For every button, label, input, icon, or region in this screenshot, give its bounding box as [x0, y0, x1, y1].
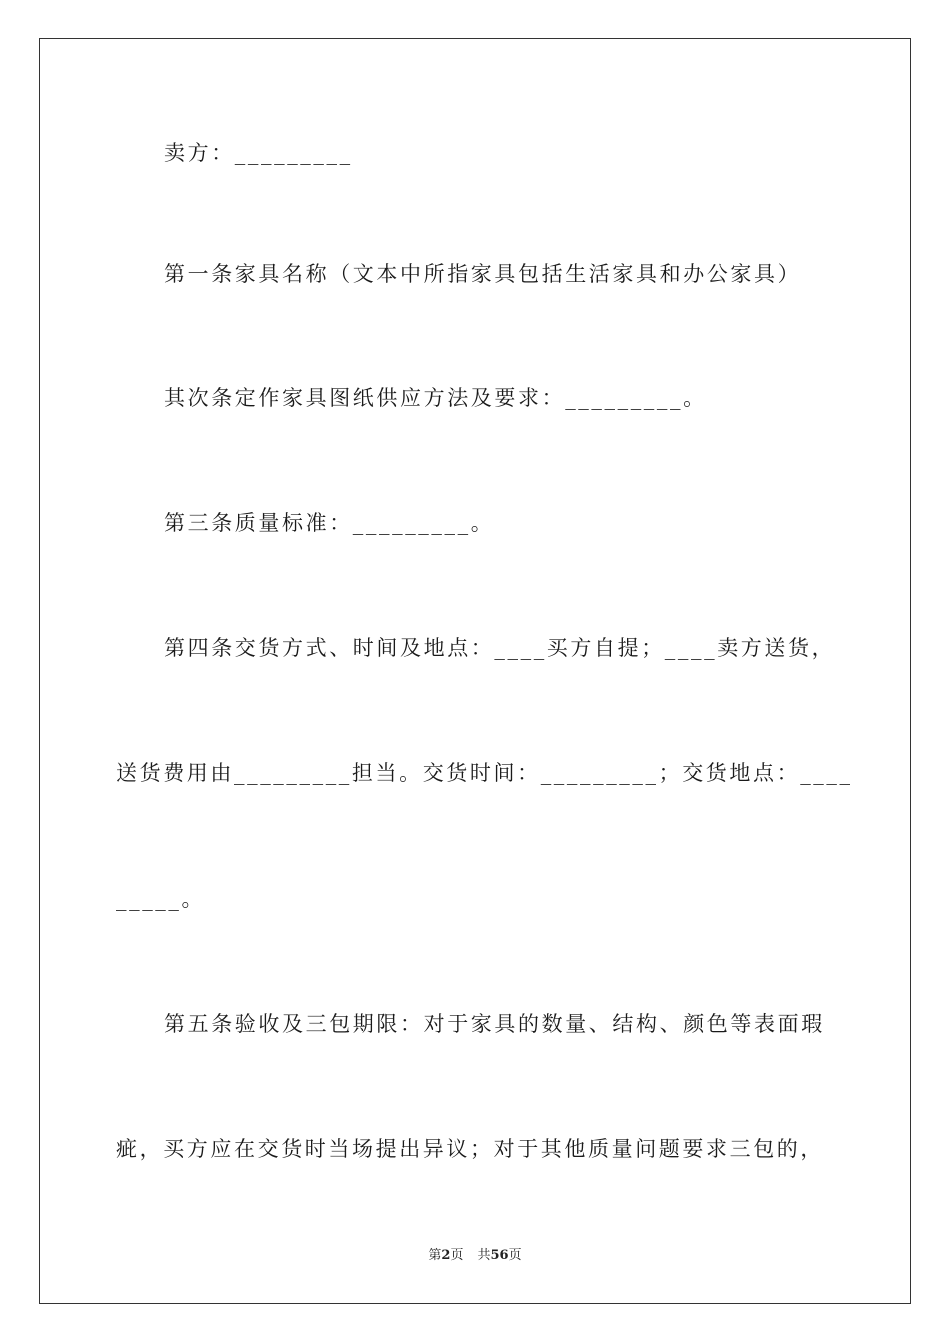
article-2-drawing-requirements: 其次条定作家具图纸供应方法及要求：_________。	[164, 386, 707, 410]
footer-page-number: 2	[441, 1248, 451, 1263]
article-4-delivery-end: _____。	[116, 887, 206, 911]
article-5-acceptance-warranty: 第五条验收及三包期限：对于家具的数量、结构、颜色等表面瑕	[164, 1012, 825, 1036]
footer-total-prefix: 共	[477, 1248, 491, 1263]
article-4-delivery-continued: 送货费用由_________担当。交货时间：_________；交货地点：____	[116, 761, 853, 785]
article-3-quality-standard: 第三条质量标准：_________。	[164, 511, 495, 535]
footer-page-prefix: 第	[428, 1248, 442, 1263]
page-border	[39, 38, 911, 1304]
footer-total-pages: 56	[490, 1248, 509, 1263]
article-1-furniture-name: 第一条家具名称（文本中所指家具包括生活家具和办公家具）	[164, 262, 802, 286]
seller-line: 卖方：_________	[164, 141, 353, 165]
footer-page-suffix: 页	[450, 1248, 464, 1263]
page-footer	[0, 1247, 950, 1265]
footer-total-suffix: 页	[508, 1248, 522, 1263]
article-4-delivery-method: 第四条交货方式、时间及地点：____买方自提；____卖方送货，	[164, 636, 836, 660]
article-5-acceptance-continued: 疵，买方应在交货时当场提出异议；对于其他质量问题要求三包的，	[116, 1137, 824, 1161]
